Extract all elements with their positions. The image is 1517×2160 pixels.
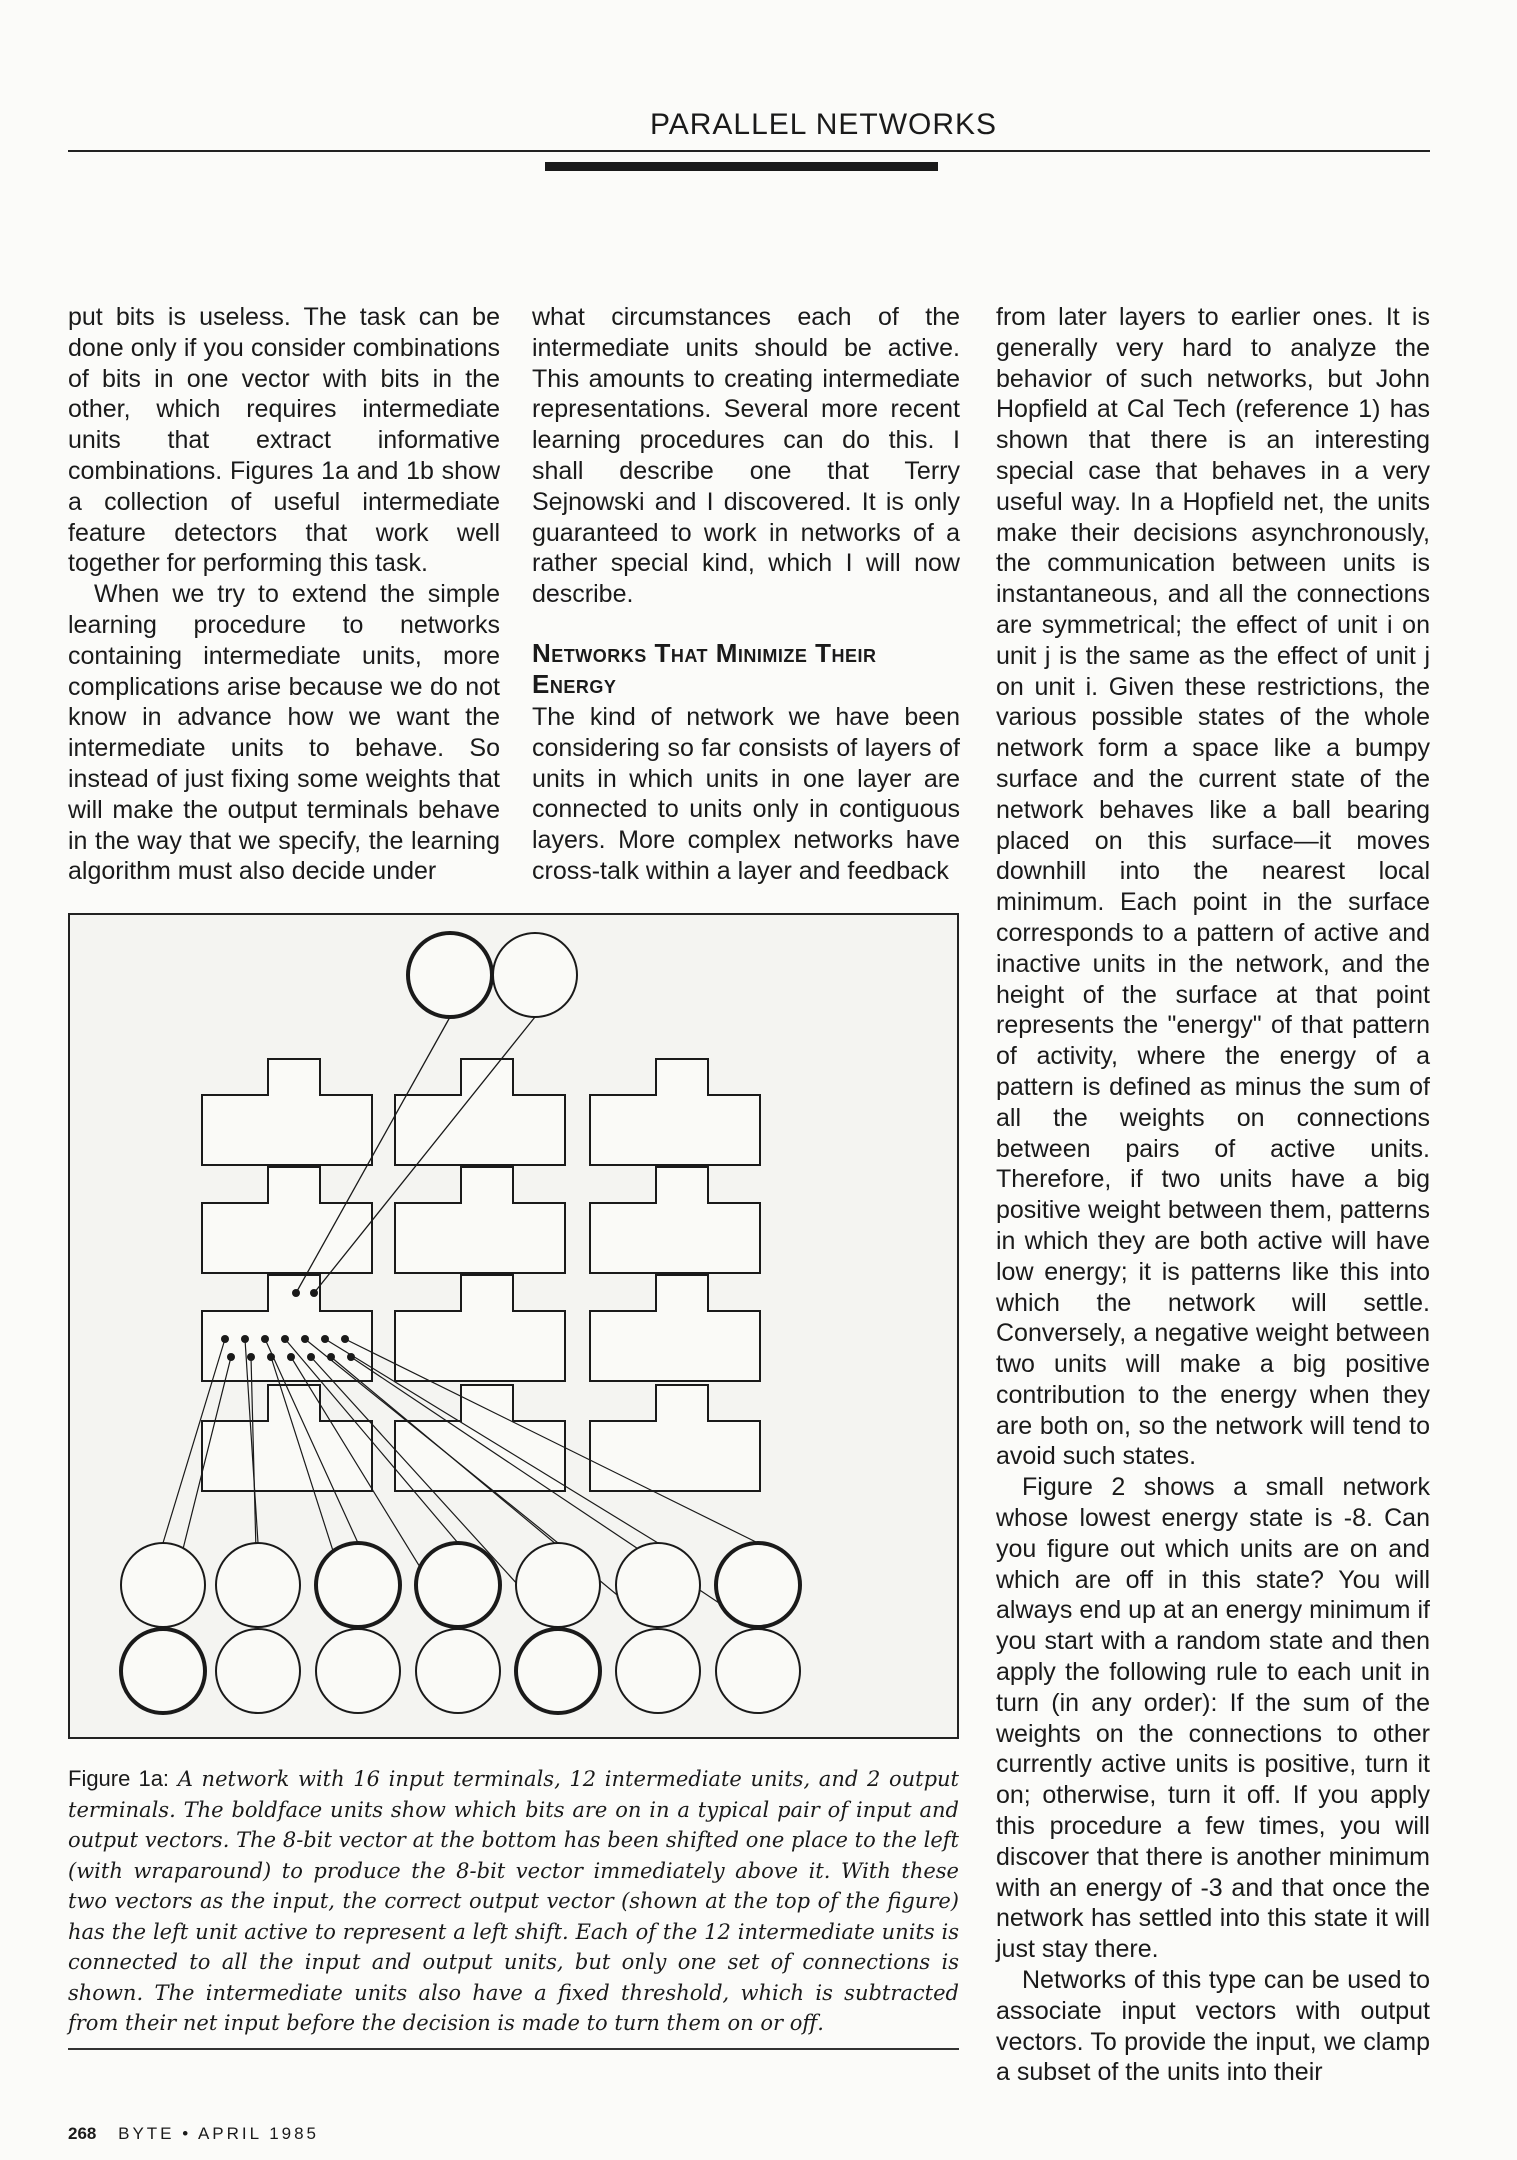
input-terminal-dot-9 xyxy=(301,1335,309,1343)
section-heading: Networks That Minimize Their Energy xyxy=(532,637,877,699)
intermediate-unit-1 xyxy=(202,1059,372,1165)
header-rule xyxy=(68,150,1430,152)
col3-paragraph-1: from later layers to earlier ones. It is generally very hard to analyze the behavior of such networks, but John Hopfield at Cal Tech (reference 1) has shown that there is an interesting special case that behaves in a very useful way. In a Hopfield net, the units make their decisions asynchronously, the communication between units is instantaneous, and all the connections are symmetrical; the effect of unit i on unit j is the same as the effect of unit j on unit i. Given these restrictions, the various possible states of the whole network form a space like a bumpy surface and the current state of the network behaves like a ball bearing placed on this surface—it moves downhill into the nearest local minimum. Each point in the surface corresponds to a pattern of active and inactive units in the network, and the height of the surface at that point represents the "energy" of that pattern of activity, where the energy of a pattern is defined as minus the sum of all the weights on connections between pairs of active units. Therefore, if two units have a big positive weight between them, patterns in which they are both active will have low energy; it is patterns like this into which the network will settle. Conversely, a negative weight between two units will make a big positive contribution to the energy when they are both on, so the network will tend to avoid such states. xyxy=(996,303,1430,1471)
input-unit-lower-3 xyxy=(316,1629,400,1713)
col3-paragraph-2: Figure 2 shows a small network whose lowest energy state is -8. Can you figure out which units are on and which are off in this state? You will always end up at an energy minimum if you start with a random state and then apply the following rule to each unit in turn (in any order): If the sum of the weights on the connections to other currently active units is positive, turn it on; otherwise, turn it off. If you apply this procedure a few times, you will discover that there is another minimum with an energy of -3 and that once the network has settled into this state it will just stay there. xyxy=(996,1473,1430,1964)
figure-1a xyxy=(68,913,959,1739)
input-terminal-dot-4 xyxy=(247,1353,255,1361)
col1-paragraph-1: put bits is useless. The task can be done only if you consider combinations of bits in one vector with bits in the other, which requires intermediate units that extract informative combinations. Figures 1a and 1b show a collection of useful intermediate feature detectors that work well together for performing this task. xyxy=(68,303,500,578)
input-terminal-dot-14 xyxy=(347,1353,355,1361)
input-unit-lower-5 xyxy=(516,1629,600,1713)
intermediate-unit-4 xyxy=(202,1167,372,1273)
figure-label: Figure 1a: xyxy=(68,1766,170,1791)
input-unit-lower-4 xyxy=(416,1629,500,1713)
input-terminal-dot-10 xyxy=(307,1353,315,1361)
input-unit-upper-5 xyxy=(516,1543,600,1627)
input-terminal-dot-7 xyxy=(281,1335,289,1343)
input-terminal-dot-12 xyxy=(327,1353,335,1361)
input-unit-upper-4 xyxy=(416,1543,500,1627)
input-terminal-dot-2 xyxy=(227,1353,235,1361)
intermediate-unit-11 xyxy=(395,1385,565,1491)
network-diagram xyxy=(70,915,961,1741)
input-unit-lower-7 xyxy=(716,1629,800,1713)
input-unit-upper-6 xyxy=(616,1543,700,1627)
input-unit-upper-3 xyxy=(316,1543,400,1627)
running-header: PARALLEL NETWORKS xyxy=(649,108,998,141)
col2-paragraph-1: what circumstances each of the intermediate units should be active. This amounts to creating intermediate representations. Several more recent learning procedures can do this. I shall describe one that Terry Sejnowski and I discovered. It is only guaranteed to work in networks of a rather special kind, which I will now describe. xyxy=(532,303,960,609)
column-3 xyxy=(996,302,1430,2088)
intermediate-unit-8 xyxy=(395,1275,565,1381)
figure-caption xyxy=(68,1764,959,2039)
input-terminal-dot-5 xyxy=(261,1335,269,1343)
caption-rule xyxy=(68,2048,959,2050)
footer xyxy=(68,2124,319,2144)
intermediate-unit-7 xyxy=(202,1275,372,1381)
figure-caption-text: A network with 16 input terminals, 12 intermediate units, and 2 output terminals. The boldface units show which bits are on in a typical pair of input and output vectors. The 8-bit vector at the bottom has been shifted one place to the left (with wraparound) to produce the 8-bit vector immediately above it. With these two vectors as the input, the correct output vector (shown at the top of the figure) has the left unit active to represent a left shift. Each of the 12 intermediate units is connected to all the input and output units, but only one set of connections is shown. The intermediate units also have a fixed threshold, which is subtracted from their net input before the decision is made to turn them on or off. xyxy=(68,1767,959,2035)
column-2 xyxy=(532,302,960,887)
page-number: 268 xyxy=(68,2124,97,2143)
col3-paragraph-3: Networks of this type can be used to associate input vectors with output vectors. To provide the input, we clamp a subset of the units into their xyxy=(996,1966,1430,2087)
input-unit-upper-7 xyxy=(716,1543,800,1627)
intermediate-unit-5 xyxy=(395,1167,565,1273)
input-unit-upper-2 xyxy=(216,1543,300,1627)
input-terminal-dot-8 xyxy=(287,1353,295,1361)
intermediate-unit-9 xyxy=(590,1275,760,1381)
input-terminal-dot-6 xyxy=(267,1353,275,1361)
column-1 xyxy=(68,302,500,887)
intermediate-unit-6 xyxy=(590,1167,760,1273)
output-unit-2 xyxy=(493,933,577,1017)
input-terminal-dot-13 xyxy=(341,1335,349,1343)
header-bar xyxy=(545,162,938,171)
input-unit-lower-6 xyxy=(616,1629,700,1713)
input-terminal-dot-3 xyxy=(241,1335,249,1343)
intermediate-unit-2 xyxy=(395,1059,565,1165)
col1-paragraph-2: When we try to extend the simple learning procedure to networks containing intermediate units, more complications arise because we do not know in advance how we want the intermediate units to behave. So instead of just fixing some weights that will make the output terminals behave in the way that we specify, the learning algorithm must also decide under xyxy=(68,580,500,886)
intermediate-unit-10 xyxy=(202,1385,372,1491)
input-unit-lower-1 xyxy=(121,1629,205,1713)
input-terminal-dot-1 xyxy=(221,1335,229,1343)
input-unit-upper-1 xyxy=(121,1543,205,1627)
intermediate-unit-3 xyxy=(590,1059,760,1165)
input-unit-lower-2 xyxy=(216,1629,300,1713)
intermediate-unit-12 xyxy=(590,1385,760,1491)
input-terminal-dot-11 xyxy=(321,1335,329,1343)
footer-text: BYTE • APRIL 1985 xyxy=(118,2124,320,2143)
output-unit-1 xyxy=(408,933,492,1017)
col2-paragraph-2: The kind of network we have been considering so far consists of layers of units in which units in one layer are connected to units only in contiguous layers. More complex networks have cross-talk within a layer and feedback xyxy=(532,702,960,885)
